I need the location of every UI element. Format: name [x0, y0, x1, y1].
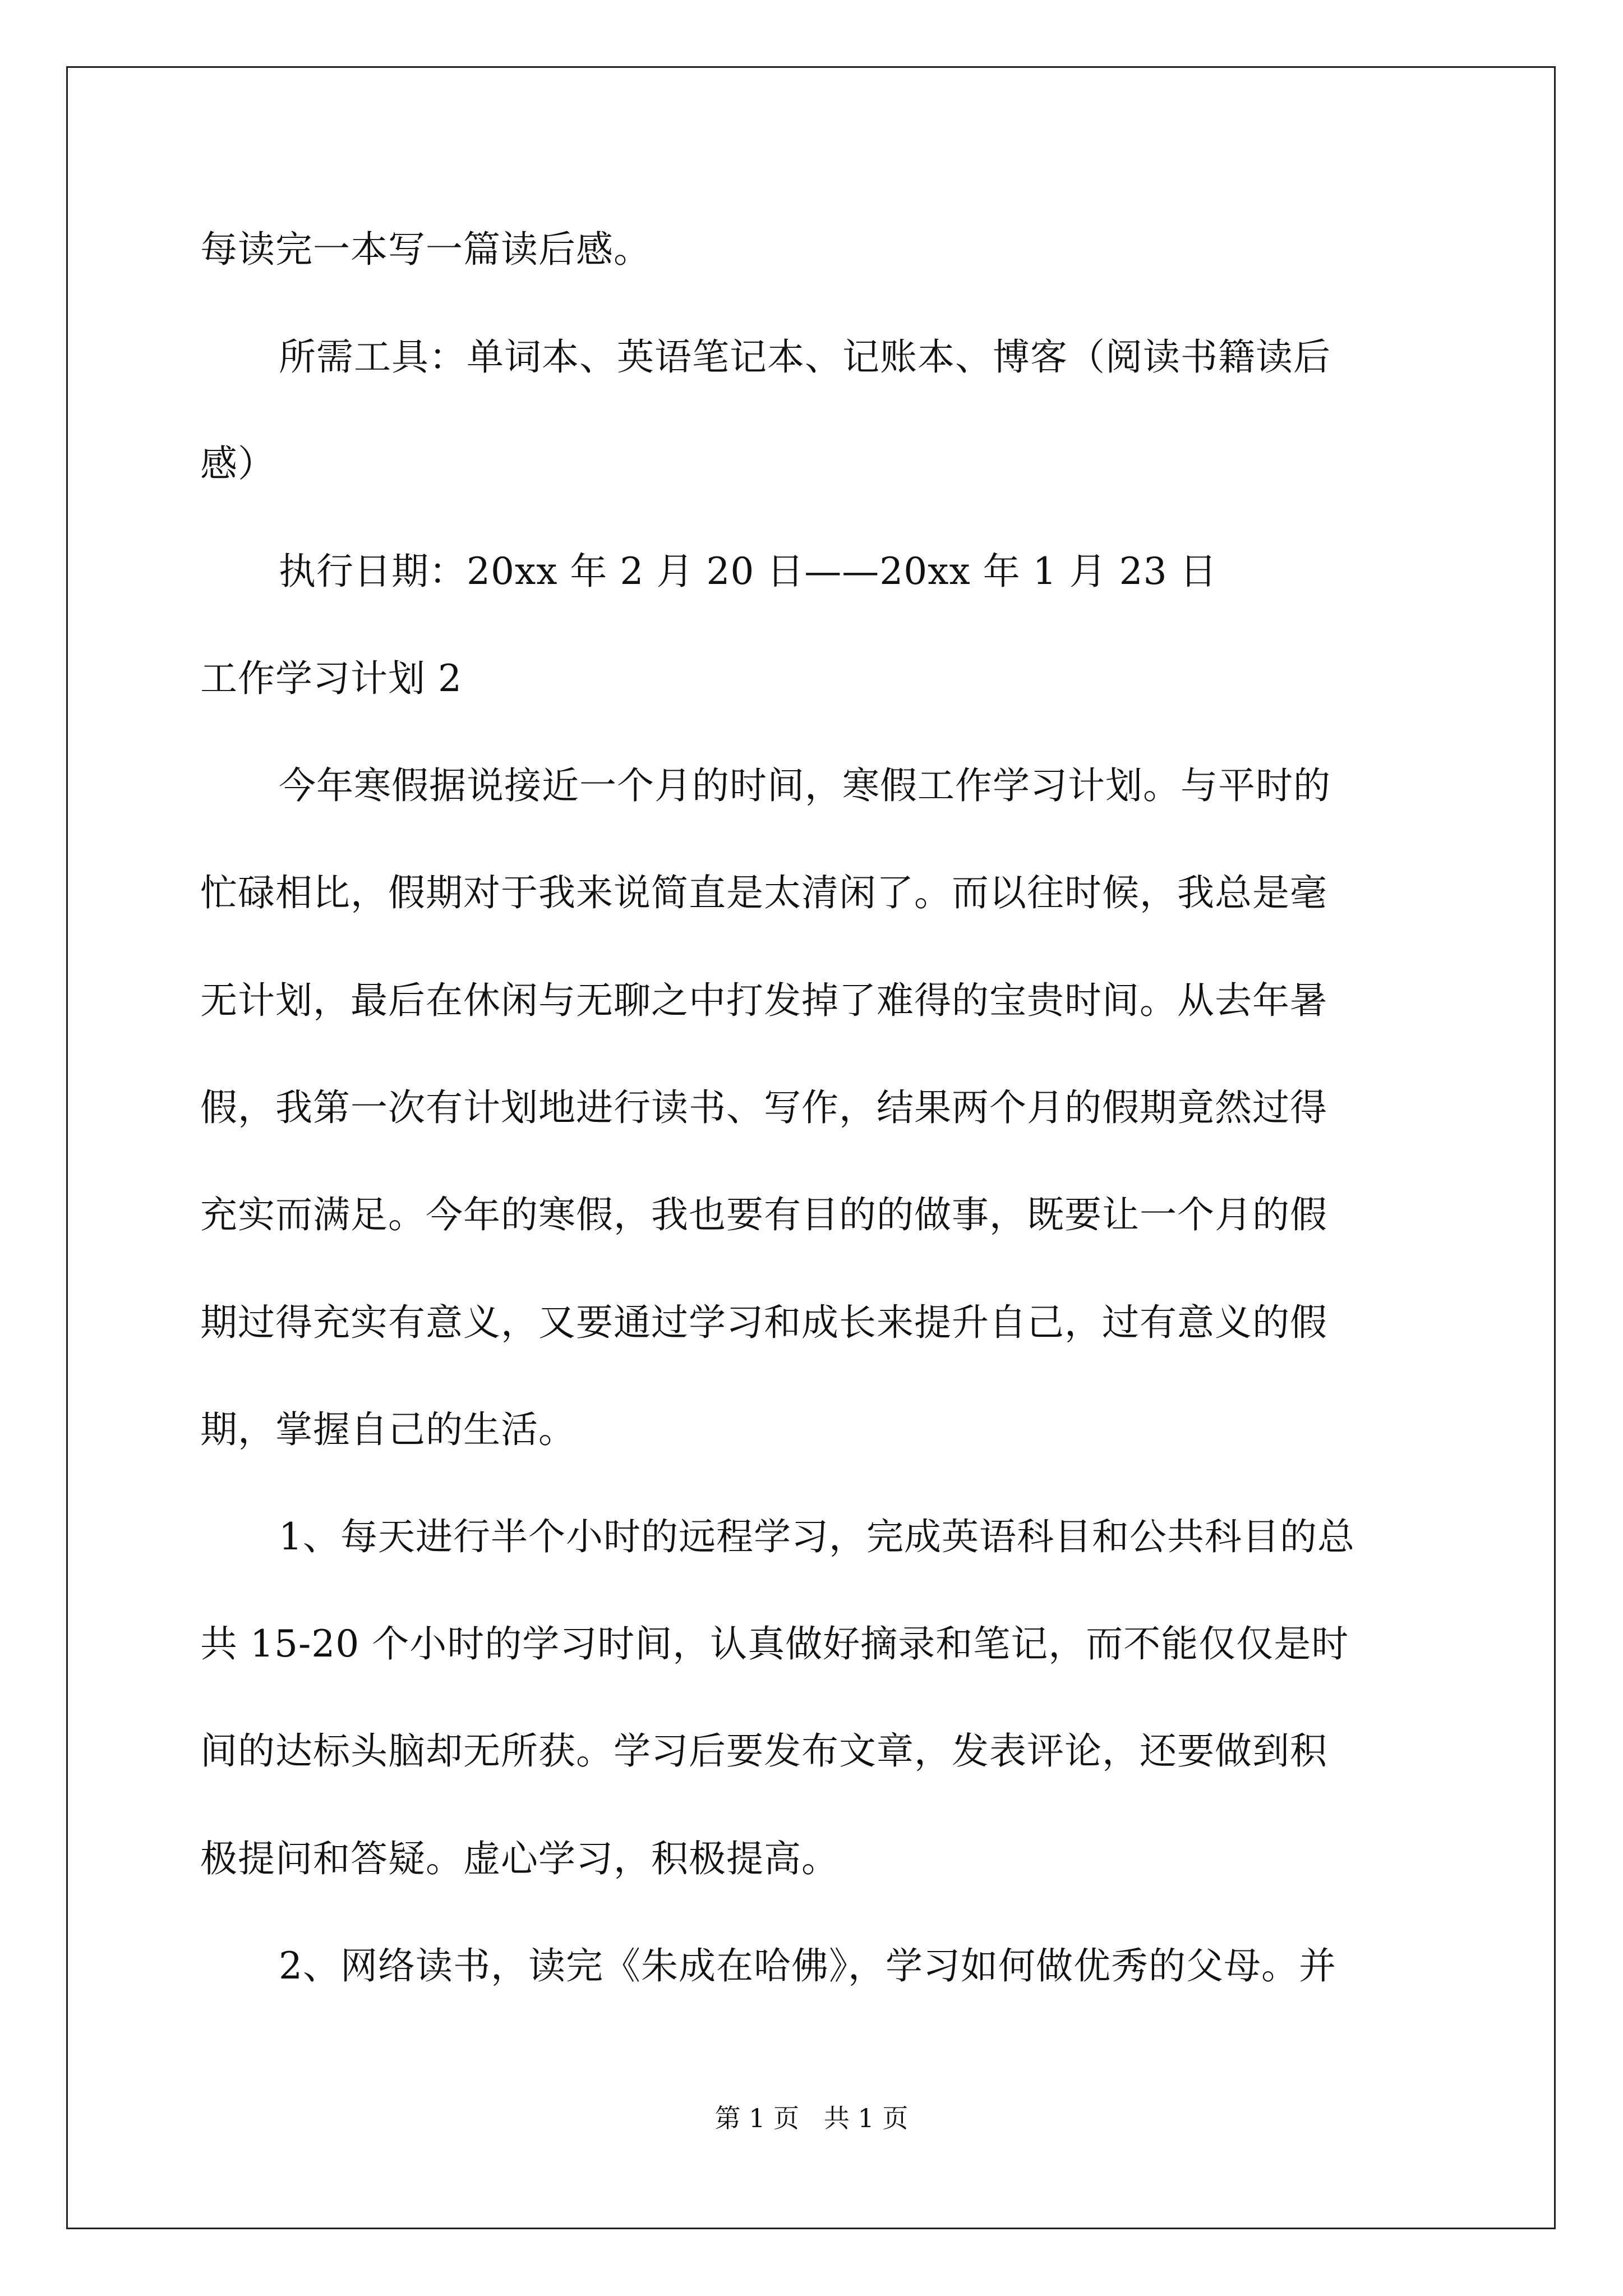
text-line: 执行日期：20xx 年 2 月 20 日——20xx 年 1 月 23 日 [279, 550, 1218, 593]
text-line: 假，我第一次有计划地进行读书、写作，结果两个月的假期竟然过得 [200, 1086, 1327, 1129]
text-line: 期过得充实有意义，又要通过学习和成长来提升自己，过有意义的假 [200, 1301, 1327, 1344]
text-line: 忙碌相比，假期对于我来说简直是太清闲了。而以往时候，我总是毫 [200, 871, 1327, 914]
page-border [66, 66, 1556, 2229]
section-heading: 工作学习计划 2 [200, 657, 462, 700]
text-line: 间的达标头脑却无所获。学习后要发布文章，发表评论，还要做到积 [200, 1729, 1327, 1773]
text-line: 2、网络读书，读完《朱成在哈佛》，学习如何做优秀的父母。并 [279, 1944, 1336, 1987]
text-line: 充实而满足。今年的寒假，我也要有目的的做事，既要让一个月的假 [200, 1193, 1327, 1236]
text-line: 期，掌握自己的生活。 [200, 1408, 576, 1451]
page-footer: 第 1 页 共 1 页 [714, 2103, 909, 2133]
text-line: 共 15-20 个小时的学习时间，认真做好摘录和笔记，而不能仅仅是时 [200, 1622, 1349, 1665]
text-line: 每读完一本写一篇读后感。 [200, 228, 651, 271]
text-line: 极提问和答疑。虚心学习，积极提高。 [200, 1837, 839, 1880]
text-line: 所需工具：单词本、英语笔记本、记账本、博客（阅读书籍读后 [279, 335, 1331, 379]
text-line: 今年寒假据说接近一个月的时间，寒假工作学习计划。与平时的 [279, 764, 1331, 807]
text-line: 无计划，最后在休闲与无聊之中打发掉了难得的宝贵时间。从去年暑 [200, 979, 1327, 1022]
text-line: 1、每天进行半个小时的远程学习，完成英语科目和公共科目的总 [279, 1515, 1355, 1558]
text-line: 感） [200, 442, 275, 485]
